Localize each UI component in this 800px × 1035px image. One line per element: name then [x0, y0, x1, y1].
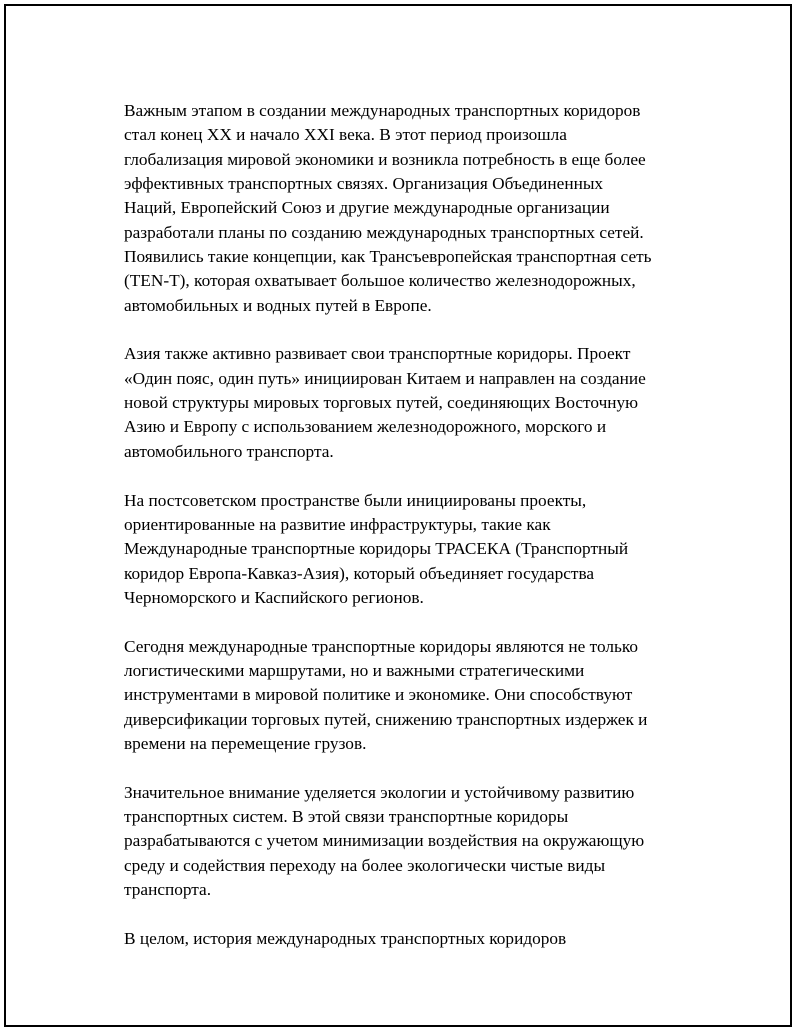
document-body	[124, 99, 694, 975]
paragraph-4	[124, 635, 694, 757]
text-line: Азию и Европу с использованием железнодорожного, морского и	[124, 417, 607, 437]
paragraph-2	[124, 342, 694, 464]
text-line: разработали планы по созданию международных транспортных сетей.	[124, 222, 644, 242]
text-line: Появились такие концепции, как Трансъевропейская транспортная сеть	[124, 247, 652, 267]
text-line: разрабатываются с учетом минимизации воздействия на окружающую	[124, 831, 645, 851]
text-line: «Один пояс, один путь» инициирован Китаем и направлен на создание	[124, 368, 646, 388]
text-line: диверсификации торговых путей, снижению транспортных издержек и	[124, 709, 648, 729]
text-line: Значительное внимание уделяется экологии и устойчивому развитию	[124, 782, 635, 802]
text-line: логистическими маршрутами, но и важными стратегическими	[124, 660, 585, 680]
text-line: На постсоветском пространстве были инициированы проекты,	[124, 490, 587, 510]
text-line: Международные транспортные коридоры ТРАСЕКА (Транспортный	[124, 539, 629, 559]
text-line: инструментами в мировой политике и экономике. Они способствуют	[124, 685, 633, 705]
paragraph-5	[124, 781, 694, 903]
text-line: автомобильного транспорта.	[124, 441, 334, 461]
paragraph-6	[124, 927, 694, 951]
text-line: транспорта.	[124, 880, 212, 899]
text-line: Сегодня международные транспортные коридоры являются не только	[124, 636, 639, 656]
text-line: эффективных транспортных связях. Организация Объединенных	[124, 174, 604, 194]
text-line: Черноморского и Каспийского регионов.	[124, 587, 424, 607]
text-line: ориентированные на развитие инфраструктуры, такие как	[124, 514, 551, 534]
text-line: Азия также активно развивает свои транспортные коридоры. Проект	[124, 344, 631, 364]
text-line: (TEN-T), которая охватывает большое количество железнодорожных,	[124, 271, 636, 291]
text-line: Важным этапом в создании международных транспортных коридоров	[124, 101, 641, 120]
text-line: времени на перемещение грузов.	[124, 733, 367, 753]
text-line: глобализация мировой экономики и возникла потребность в еще более	[124, 149, 646, 169]
page-frame	[4, 4, 792, 1027]
text-line: новой структуры мировых торговых путей, соединяющих Восточную	[124, 393, 639, 413]
paragraph-3	[124, 489, 694, 611]
paragraph-1	[124, 99, 694, 318]
text-line: В целом, история международных транспортных коридоров	[124, 928, 567, 948]
text-line: коридор Европа-Кавказ-Азия), который объединяет государства	[124, 563, 595, 583]
text-line: автомобильных и водных путей в Европе.	[124, 295, 432, 315]
text-line: транспортных систем. В этой связи транспортные коридоры	[124, 806, 569, 826]
text-line: Наций, Европейский Союз и другие международные организации	[124, 198, 610, 218]
text-line: стал конец XX и начало XXI века. В этот период произошла	[124, 125, 567, 145]
text-line: среду и содействия переходу на более экологически чистые виды	[124, 855, 606, 875]
